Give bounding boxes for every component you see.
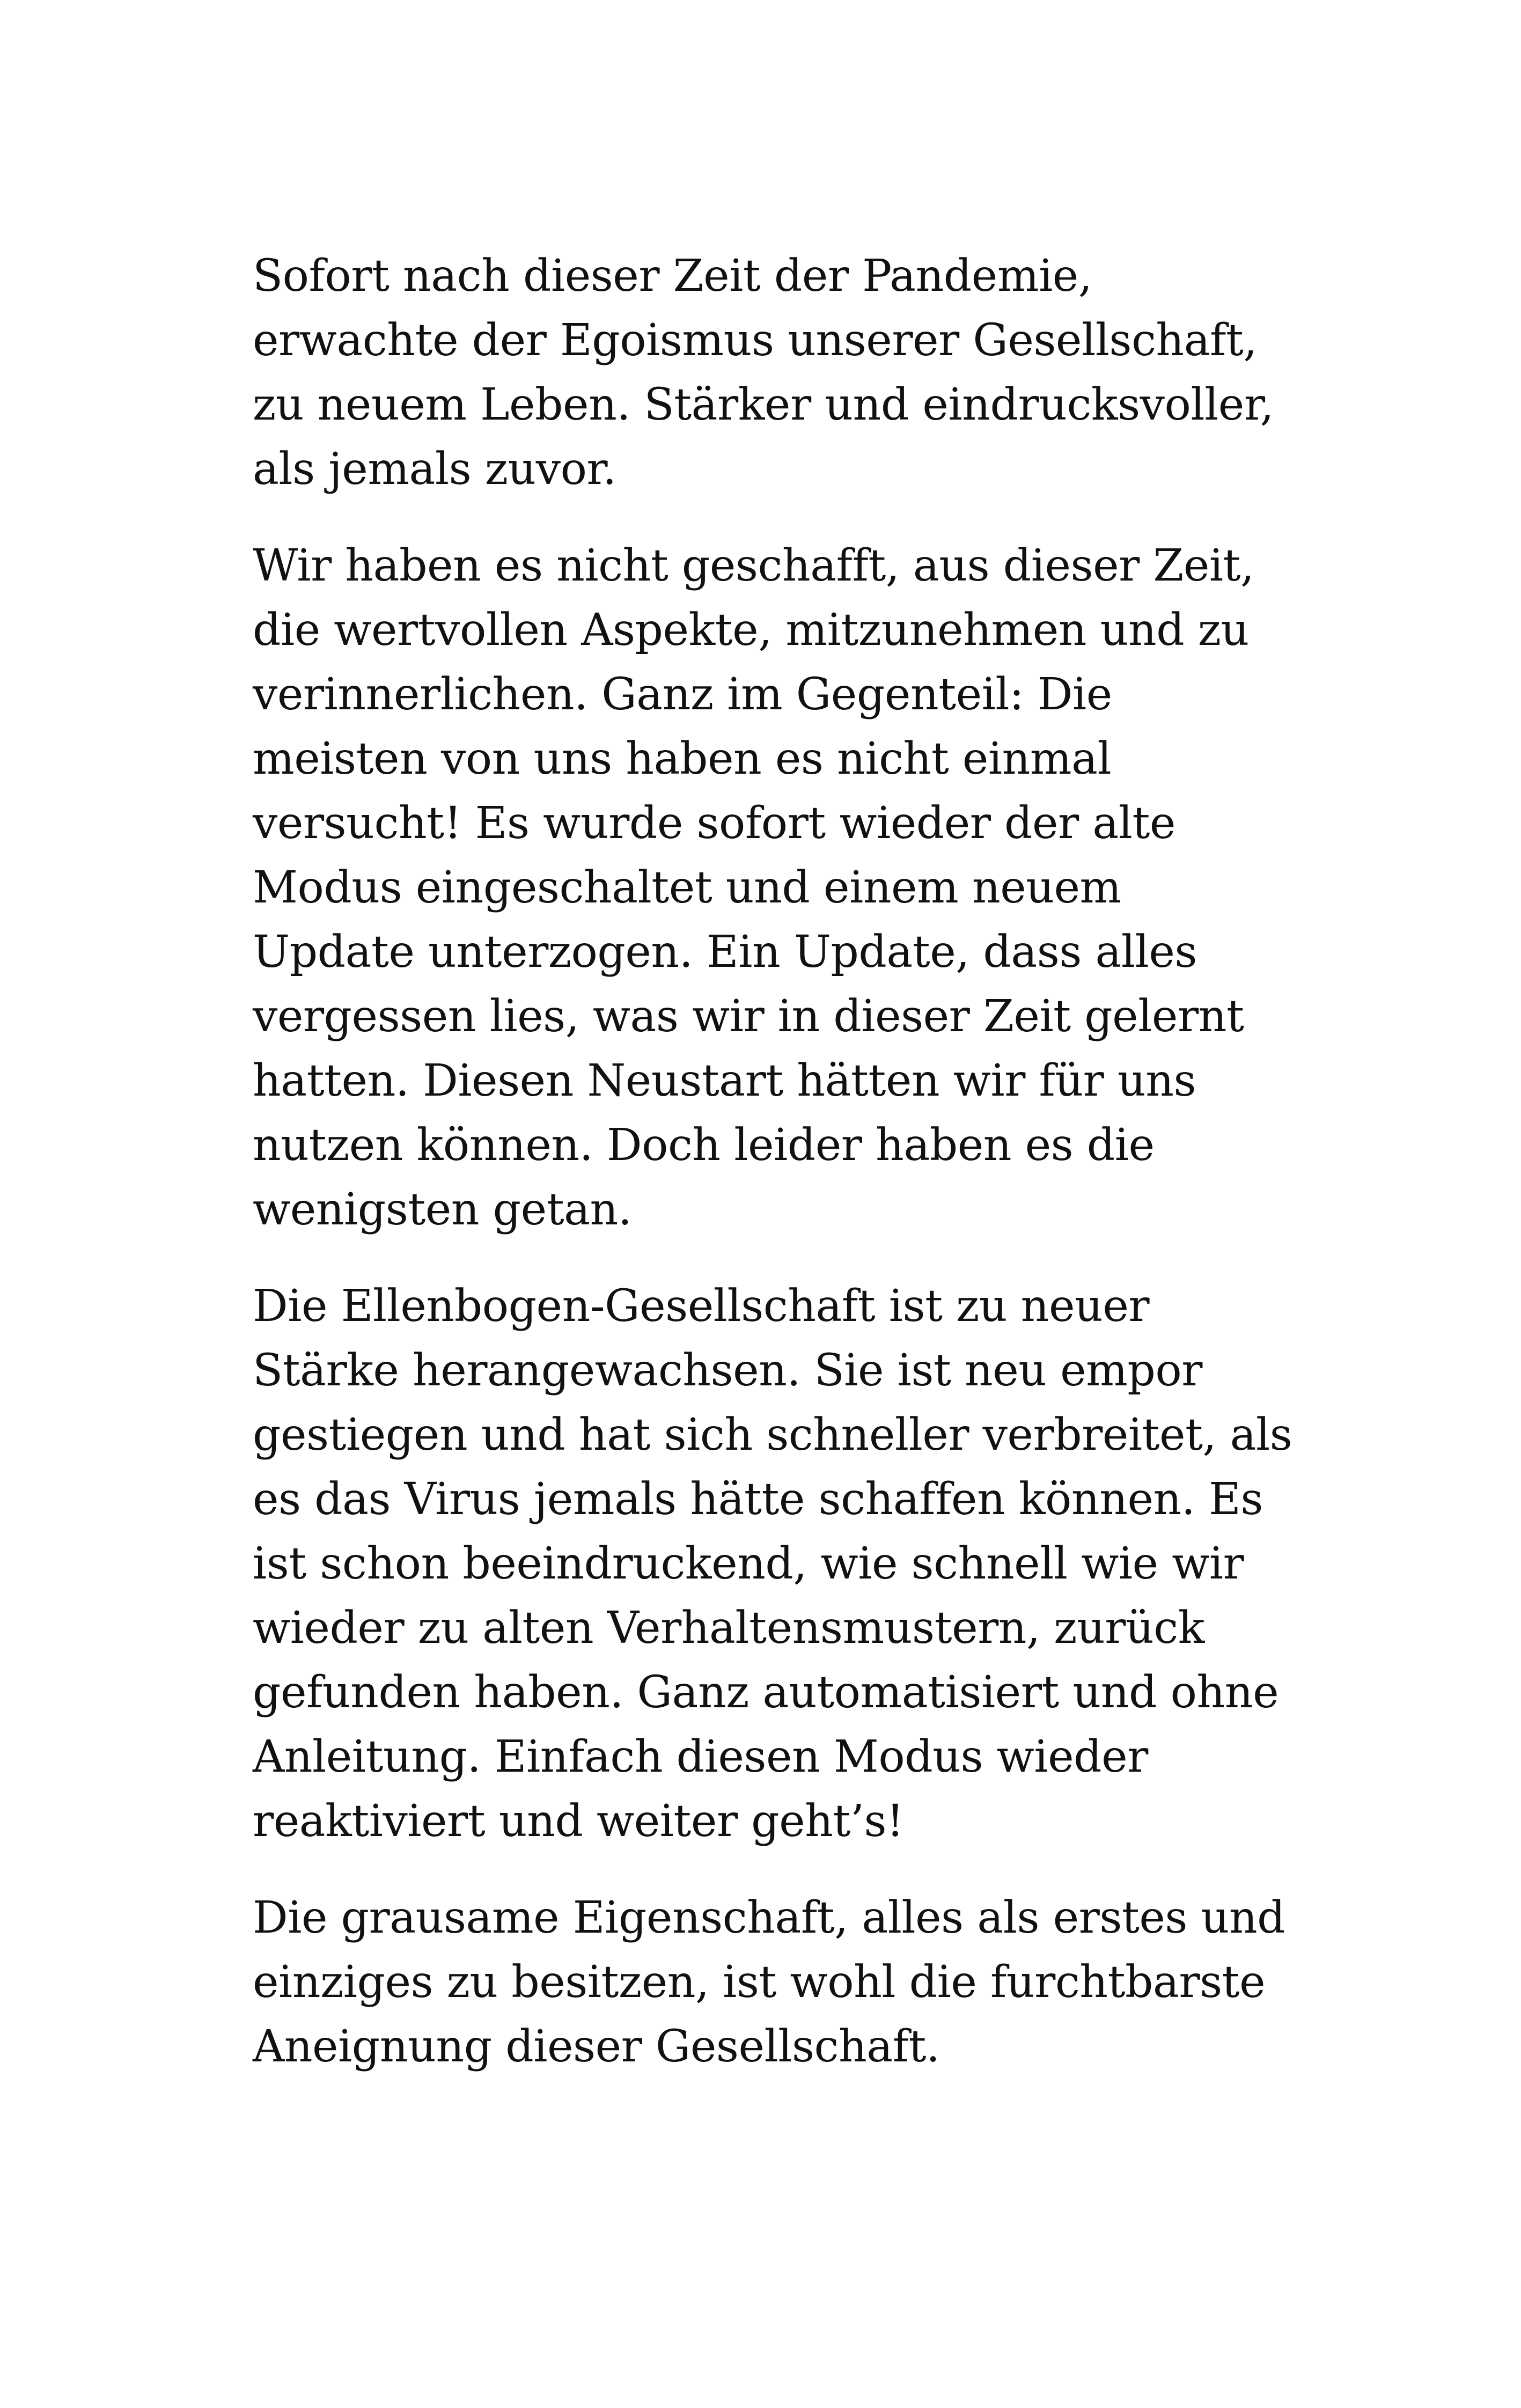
text-line: es das Virus jemals hätte schaffen können. Es (253, 1474, 1263, 1525)
text-line: Wir haben es nicht geschafft, aus dieser Zeit, (253, 540, 1254, 591)
paragraph (253, 1886, 1304, 2079)
text-line: die wertvollen Aspekte, mitzunehmen und zu (253, 605, 1249, 656)
text-line: ist schon beeindruckend, wie schnell wie wir (253, 1538, 1244, 1589)
text-line: versucht! Es wurde sofort wieder der alte (253, 798, 1175, 849)
text-line: nutzen können. Doch leider haben es die (253, 1120, 1155, 1171)
text-line: wieder zu alten Verhaltensmustern, zurück (253, 1603, 1204, 1654)
text-line: Die grausame Eigenschaft, alles als erstes und (253, 1892, 1285, 1943)
text-line: reaktiviert und weiter geht’s! (253, 1796, 904, 1847)
text-line: meisten von uns haben es nicht einmal (253, 733, 1112, 784)
text-line: verinnerlichen. Ganz im Gegenteil: Die (253, 669, 1112, 720)
text-line: Update unterzogen. Ein Update, dass alles (253, 927, 1197, 978)
text-line: wenigsten getan. (253, 1184, 632, 1235)
paragraph (253, 244, 1304, 502)
text-line: vergessen lies, was wir in dieser Zeit gelernt (253, 991, 1244, 1042)
text-line: gestiegen und hat sich schneller verbreitet, als (253, 1409, 1292, 1460)
text-line: Aneignung dieser Gesellschaft. (253, 2021, 940, 2072)
text-line: Sofort nach dieser Zeit der Pandemie, (253, 251, 1092, 302)
text-line: hatten. Diesen Neustart hätten wir für uns (253, 1055, 1196, 1106)
text-line: als jemals zuvor. (253, 444, 616, 495)
text-line: erwachte der Egoismus unserer Gesellschaft, (253, 315, 1257, 366)
text-line: Modus eingeschaltet und einem neuem (253, 862, 1121, 913)
text-line: zu neuem Leben. Stärker und eindrucksvoller, (253, 379, 1274, 430)
paragraph (253, 1274, 1304, 1854)
text-line: Die Ellenbogen-Gesellschaft ist zu neuer (253, 1281, 1150, 1332)
text-line: Stärke herangewachsen. Sie ist neu empor (253, 1345, 1202, 1396)
text-line: einziges zu besitzen, ist wohl die furchtbarste (253, 1957, 1266, 2008)
paragraph (253, 534, 1304, 1242)
text-line: gefunden haben. Ganz automatisiert und ohne (253, 1667, 1279, 1718)
body-text (253, 244, 1304, 2111)
text-line: Anleitung. Einfach diesen Modus wieder (253, 1731, 1148, 1782)
